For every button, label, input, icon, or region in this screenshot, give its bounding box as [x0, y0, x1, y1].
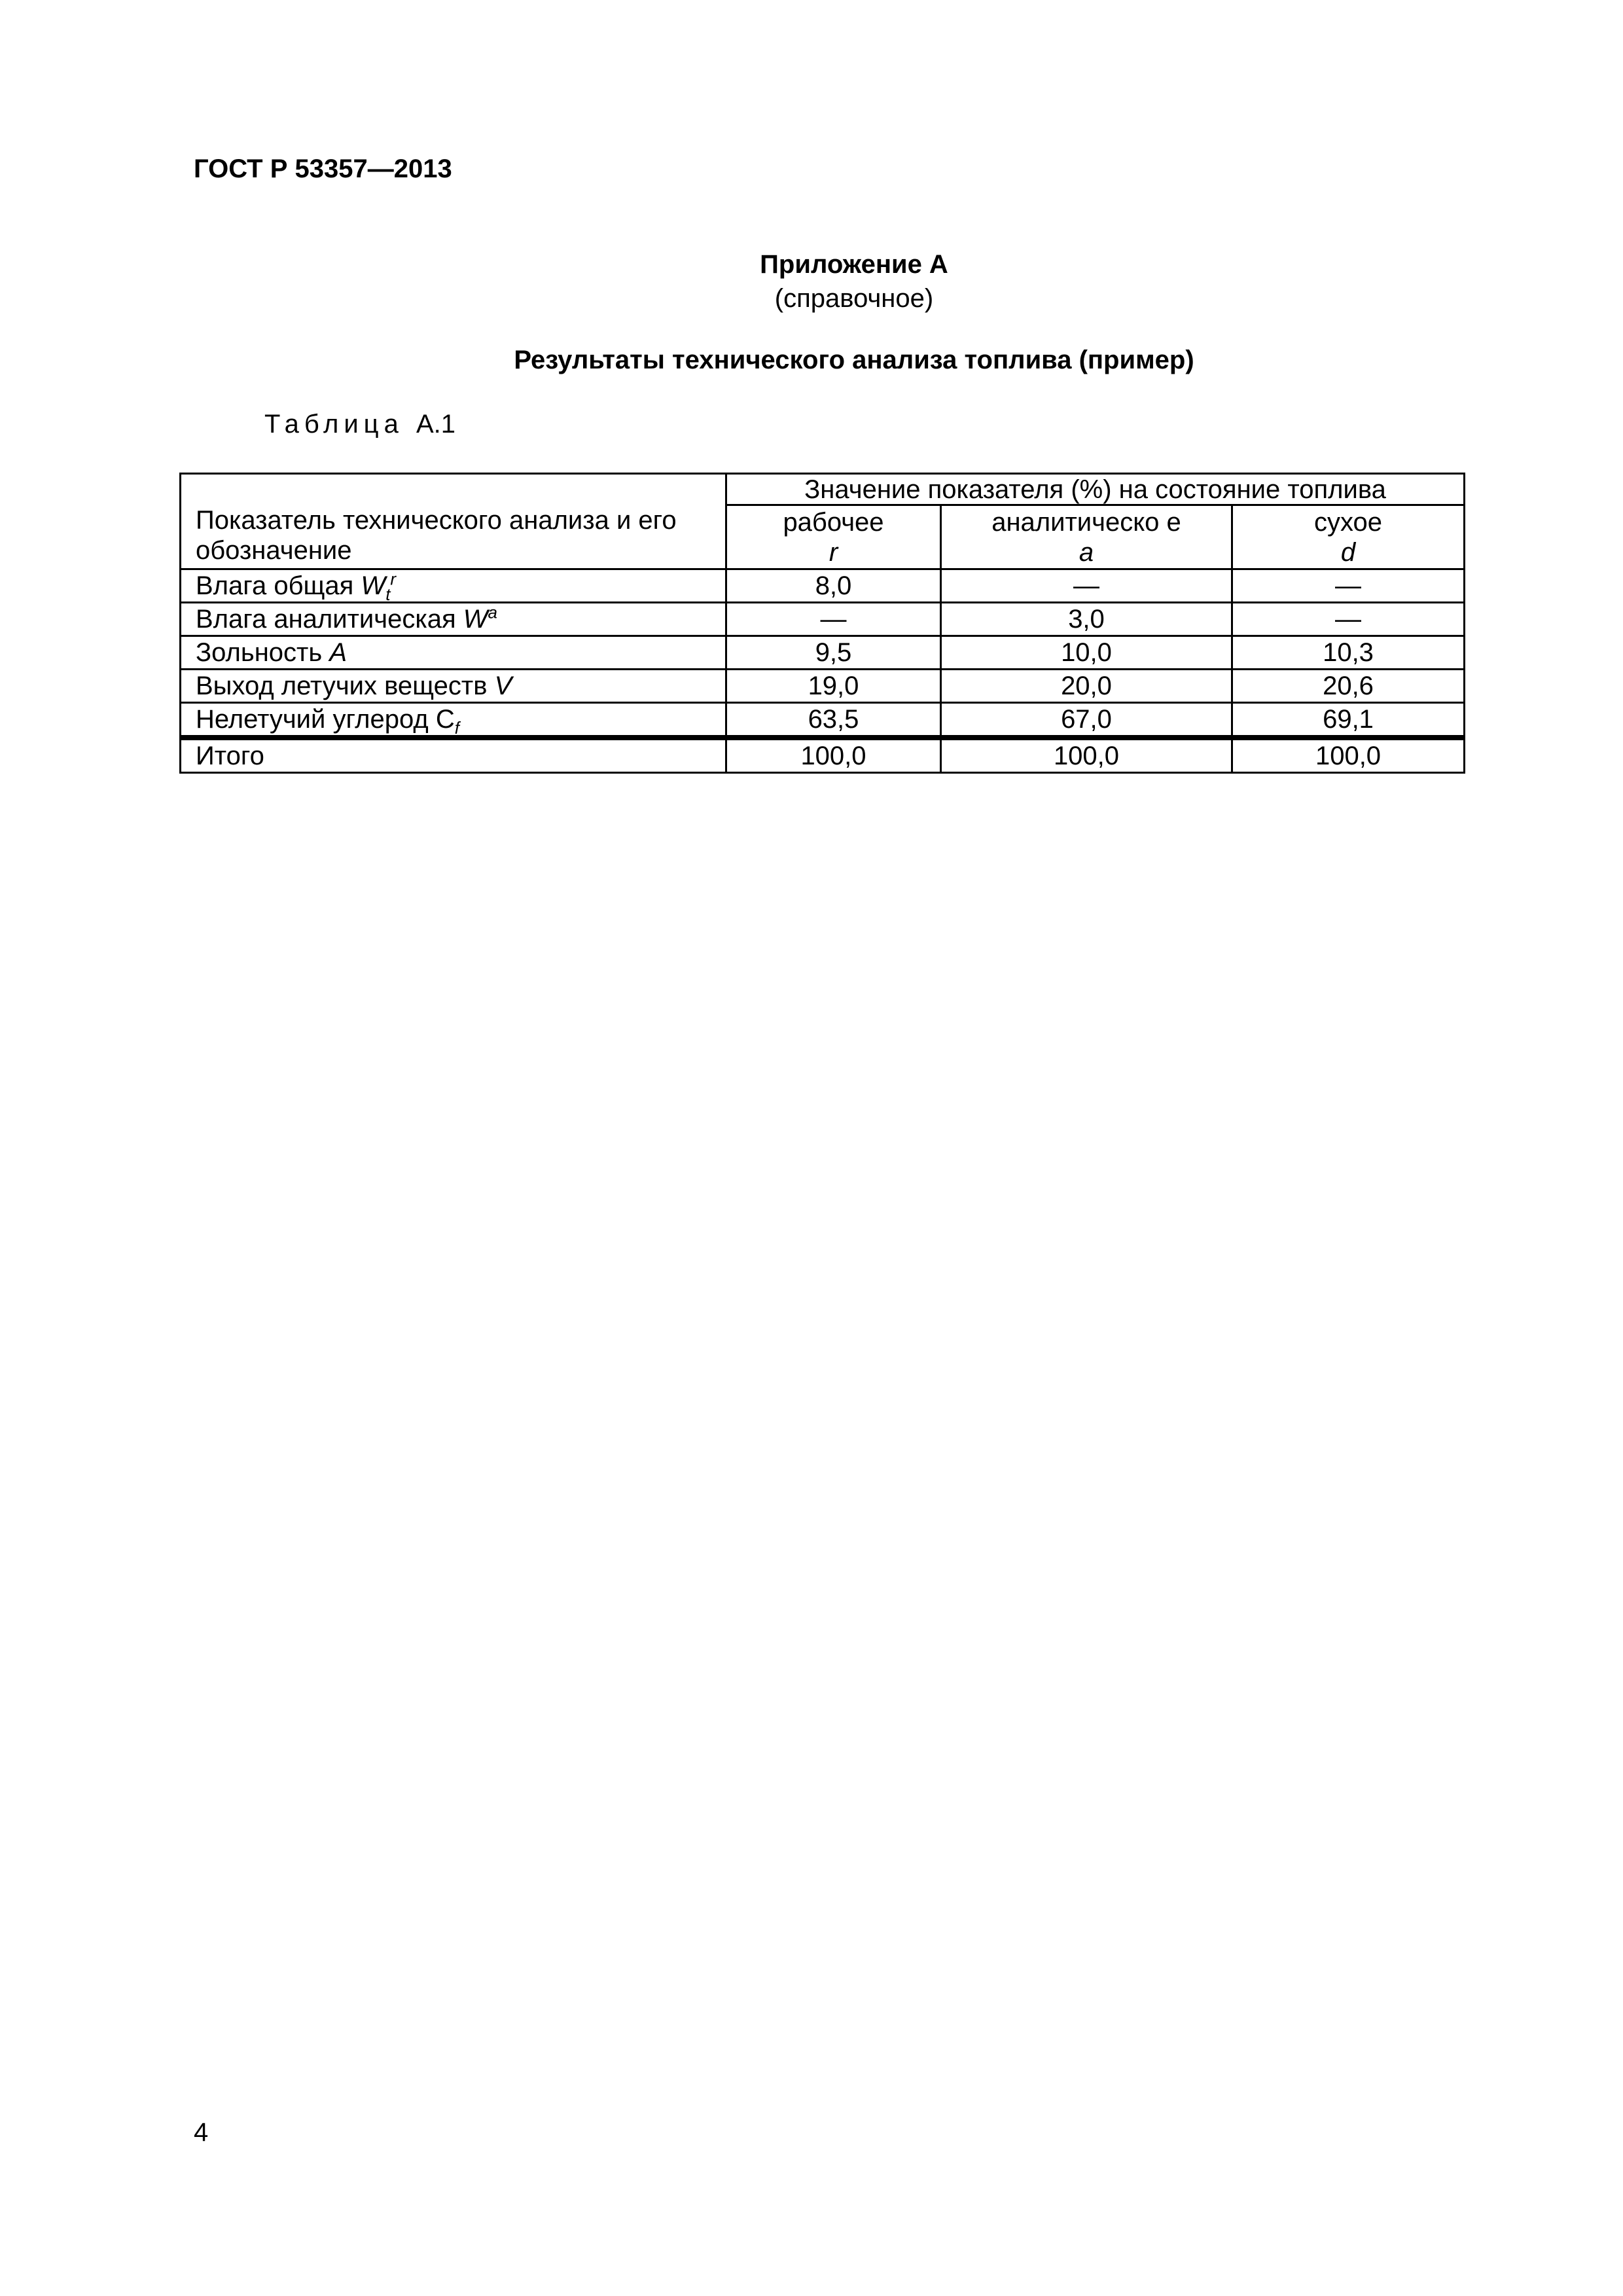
table-cell: 69,1 [1232, 703, 1465, 738]
header-state [1232, 505, 1465, 569]
table-cell: 19,0 [726, 670, 941, 703]
table-cell: 100,0 [1232, 738, 1465, 773]
table-cell: 10,0 [941, 636, 1232, 670]
fuel-analysis-table [179, 473, 1465, 774]
table-total-row [181, 738, 1465, 773]
state-name: сухое [1313, 507, 1383, 537]
table-row [181, 603, 1465, 636]
state-symbol: r [829, 537, 838, 567]
table-caption-label: Таблица [264, 410, 404, 439]
table-cell: 8,0 [726, 569, 941, 603]
header-indicator: Показатель технического анализа и его обозначение [181, 474, 726, 569]
page-number: 4 [194, 2118, 209, 2147]
header-state [941, 505, 1232, 569]
table-cell: 20,0 [941, 670, 1232, 703]
table-caption [264, 410, 455, 439]
state-symbol: a [1079, 537, 1094, 567]
row-label: Выход летучих веществ V [181, 670, 726, 703]
table-row [181, 670, 1465, 703]
annex-title: Приложение А [760, 250, 948, 279]
table-cell: — [726, 603, 941, 636]
table-cell: 20,6 [1232, 670, 1465, 703]
row-label: Влага аналитическая $W^a$ [181, 603, 726, 636]
state-name: рабочее [783, 507, 884, 537]
table-cell: — [1232, 603, 1465, 636]
section-heading: Результаты технического анализа топлива (пример) [514, 346, 1194, 374]
header-state [726, 505, 941, 569]
table-header-row [181, 474, 1465, 505]
document-header: ГОСТ Р 53357—2013 [194, 154, 452, 183]
table-cell: — [1232, 569, 1465, 603]
table-row [181, 703, 1465, 738]
annex-subtitle: (справочное) [774, 284, 934, 313]
table-row [181, 636, 1465, 670]
state-symbol: d [1340, 537, 1356, 567]
row-label: Нелетучий углерод $C_f$ [181, 703, 726, 738]
table-caption-number: А.1 [416, 410, 456, 439]
table-cell: 100,0 [726, 738, 941, 773]
table-cell: 10,3 [1232, 636, 1465, 670]
total-label: Итого [181, 738, 726, 773]
row-label: Зольность A [181, 636, 726, 670]
table-cell: 3,0 [941, 603, 1232, 636]
table-cell: 100,0 [941, 738, 1232, 773]
table-cell: 9,5 [726, 636, 941, 670]
table-cell: 67,0 [941, 703, 1232, 738]
table-cell: — [941, 569, 1232, 603]
table-row [181, 569, 1465, 603]
header-group: Значение показателя (%) на состояние топлива [726, 474, 1465, 505]
row-label: Влага общая $W_t^r$ [181, 569, 726, 603]
table-cell: 63,5 [726, 703, 941, 738]
state-name: аналитическо е [991, 507, 1181, 537]
